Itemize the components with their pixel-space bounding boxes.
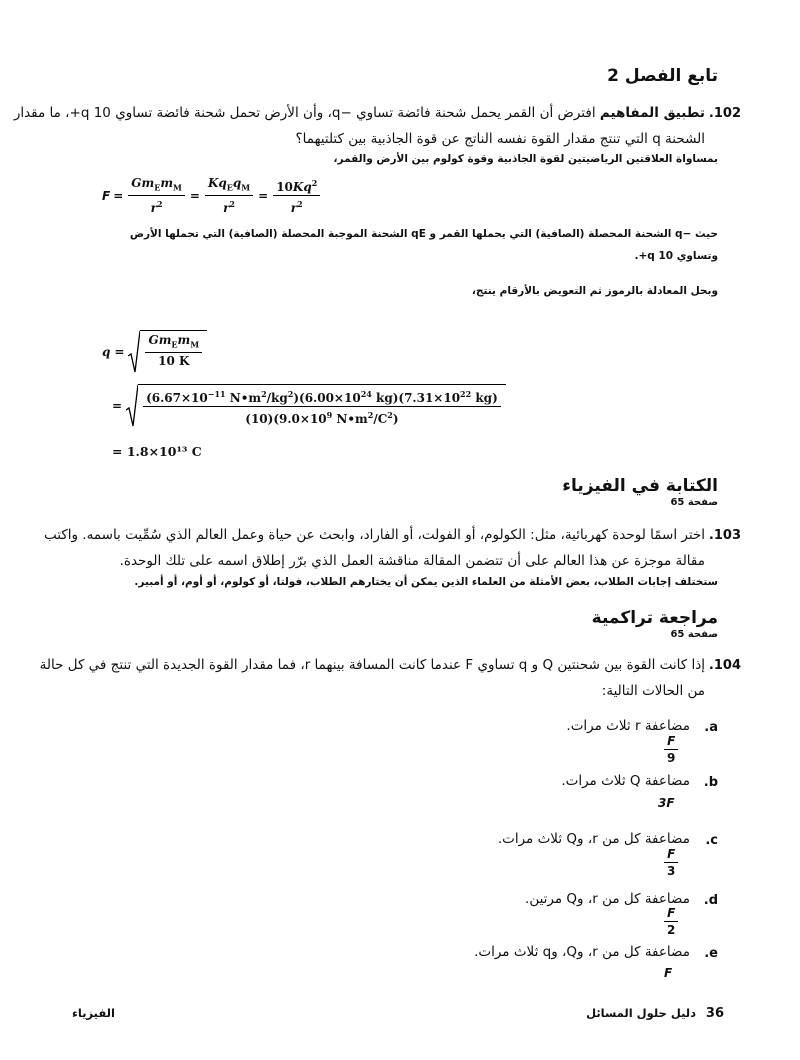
q102-text-line1 [13,100,705,126]
q102-where-line2: وتساوي 10 q+. [634,250,718,262]
option-c-answer [662,847,680,878]
option-a-text: مضاعفة r ثلاث مرات. [566,718,690,734]
option-a-answer [662,734,680,765]
footer-page-number: 36 [705,1006,724,1021]
q103-answer: ستختلف إجابات الطلاب، بعض الأمثلة من العلماء الذين يمكن أن يختارهم الطلاب، فولتا، أو كولوم، أو أوم، أو أمبير. [134,576,718,588]
option-d-answer-num: F [664,906,678,922]
option-c-text: مضاعفة كل من r، وQ ثلاث مرات. [497,831,690,847]
footer-subject: الفيزياء [72,1006,115,1020]
q104-line1: إذا كانت القوة بين شحنتين Q و q تساوي F عندما كانت المسافة بينهما r، فما مقدار القوة الجديدة التي تنتج في كل حالة [39,657,705,673]
section-writing-title: الكتابة في الفيزياء [562,476,718,496]
q104-line2: من الحالات التالية: [601,683,705,699]
section-review-page: صفحة 65 [670,629,718,640]
force-equation: F = $\frac{Gm_Em_M}{r^2}$ = $\frac{Kq_Eq_M}{r^2}$ = $\frac{10Kq^2}{r^2}$ [102,176,322,215]
option-d-answer-den: 2 [667,923,676,937]
q102-solve-line: وبحل المعادلة بالرموز ثم التعويض بالأرقام ينتج، [471,285,718,297]
option-d-answer [662,906,680,937]
q-substitution: = $\frac{(6.67\times 10^{-11} N•m^2/kg^2)(6.00\times 10^{24} kg)(7.31\times 10^{22} kg)}{(10)(9.0\times 10^9 N•m^2/C^2)}$ [112,384,506,428]
option-a-letter: .a [704,720,718,735]
q102-text: افترض أن القمر يحمل شحنة فائضة تساوي −q، وأن الأرض تحمل شحنة فائضة تساوي 10 q+، ما مقدار [13,105,600,121]
option-b-text: مضاعفة Q ثلاث مرات. [561,773,690,789]
option-c-answer-num: F [664,847,678,863]
option-b-answer: 3F [658,796,675,810]
option-e-letter: .e [704,946,718,961]
q102-where-line1: حيث −q الشحنة المحصلة (الصافية) التي يحملها القمر و qE الشحنة الموجبة المحصلة (الصافية) التي تحملها الأرض [129,228,718,240]
section-review-title: مراجعة تراكمية [591,608,718,628]
option-d-letter: .d [703,893,718,908]
q102-label: تطبيق المفاهيم [599,105,705,121]
q-equation: q = $\frac{Gm_Em_M}{10 K}$ [102,330,207,374]
q103-line1: اختر اسمًا لوحدة كهربائية، مثل: الكولوم، أو الفولت، أو الفاراد، وابحث عن حياة وعمل العالم الذي سُمِّيت باسمه. واكتب [43,527,705,543]
option-a-answer-den: 9 [667,751,676,765]
option-c-letter: .c [705,833,718,848]
q-result: = 1.8×10¹³ C [112,444,202,459]
q102-answer-intro: بمساواة العلاقتين الرياضيتين لقوة الجاذبية وقوة كولوم بين الأرض والقمر، [333,153,718,165]
q102-number: .102 [708,106,741,121]
q103-line2: مقالة موجزة عن هذا العالم على أن تتضمن المقالة مناقشة العمل الذي برّر إطلاق اسمه على تلك الوحدة. [119,553,705,569]
footer-guide-title: دليل حلول المسائل [586,1006,696,1020]
section-writing-page: صفحة 65 [670,497,718,508]
q104-number: .104 [708,658,741,673]
chapter-heading: تابع الفصل 2 [607,66,718,86]
option-e-text: مضاعفة كل من r، وQ، وq ثلاث مرات. [474,944,690,960]
option-e-answer: F [664,966,673,980]
q103-number: .103 [708,528,741,543]
option-c-answer-den: 3 [667,864,676,878]
option-d-text: مضاعفة كل من r، وQ مرتين. [525,891,690,907]
option-a-answer-num: F [664,734,678,750]
option-b-letter: .b [703,775,718,790]
q102-text-line2: الشحنة q التي تنتج مقدار القوة نفسه الناتج عن قوة الجاذبية بين كتلتيهما؟ [295,131,705,147]
